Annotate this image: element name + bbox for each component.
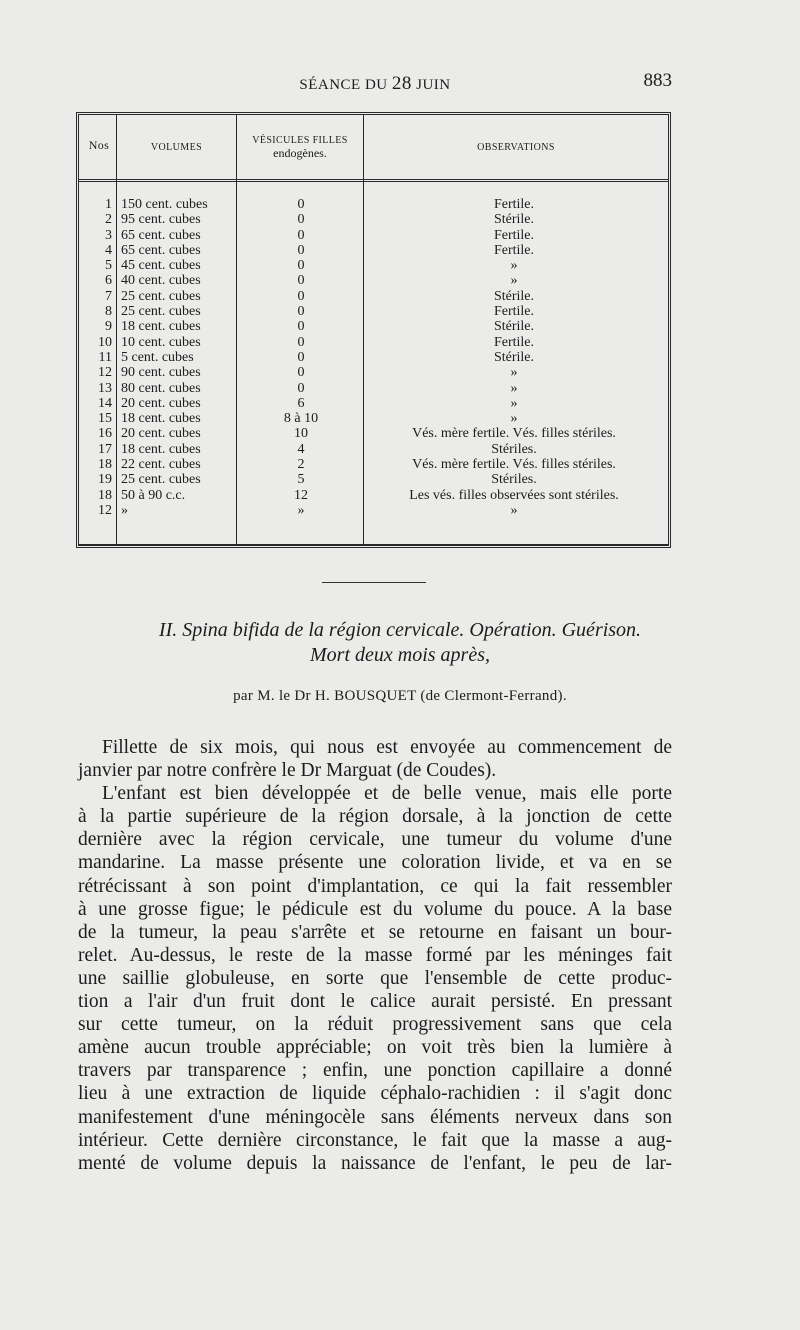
data-table [76,112,671,548]
row-volume: » [121,502,128,518]
row-observation: Stérile. [493,319,535,335]
row-observation: » [510,365,518,381]
row-number: 11 [98,349,112,365]
body-line: Fillette de six mois, qui nous est envoyée au commencement de [102,737,672,758]
row-number: 18 [98,487,112,503]
row-vesicules: 4 [297,441,305,457]
row-number: 19 [98,472,112,488]
row-number: 6 [105,273,112,289]
row-observation: Stériles. [491,472,537,488]
table-row [79,350,668,365]
table-row [79,258,668,273]
row-vesicules: 0 [297,197,305,212]
row-vesicules: » [297,502,305,518]
row-number: 18 [98,457,112,473]
table-row [79,457,668,472]
body-line: à la partie supérieure de la région dorsale, à la jonction de cette [78,806,672,828]
row-vesicules: 0 [297,319,305,335]
row-vesicules: 0 [297,258,305,274]
row-volume: 150 cent. cubes [121,197,208,212]
body-line: manifestement d'une méningocèle sans éléments nerveux dans son [78,1106,672,1128]
table-row [79,442,668,457]
row-vesicules: 2 [297,457,305,473]
row-volume: 5 cent. cubes [121,349,194,365]
body-line: tion a l'air d'un fruit dont le calice aurait persisté. En pressant [78,991,672,1013]
row-vesicules: 0 [297,288,305,304]
row-vesicules: 0 [297,212,305,228]
separator-rule [322,582,426,583]
section-title [70,618,730,668]
row-number: 15 [98,411,112,427]
table-row [79,426,668,441]
row-observation: » [510,273,518,289]
table-row [79,365,668,380]
row-number: 3 [105,227,112,243]
table-row [79,396,668,411]
body-line: amène aucun trouble appréciable; on voit très bien la lumière à [78,1037,672,1059]
body-line: intérieur. Cette dernière circonstance, le fait que la masse a aug- [78,1129,672,1151]
row-observation: Stérile. [493,349,535,365]
body-line: lieu à une extraction de liquide céphalo-rachidien : il s'agit donc [78,1083,672,1105]
row-number: 17 [98,441,112,457]
row-number: 4 [105,242,112,258]
row-number: 12 [98,502,112,518]
row-volume: 65 cent. cubes [121,242,201,258]
body-line: menté de volume depuis la naissance de l'enfant, le peu de lar- [78,1152,672,1174]
row-observation: » [510,395,518,411]
row-observation: » [510,502,518,518]
row-volume: 80 cent. cubes [121,380,201,396]
table-body [79,197,668,518]
table-row [79,381,668,396]
table-row [79,212,668,227]
row-number: 10 [98,334,112,350]
body-line: à une grosse figue; le pédicule est du volume du pouce. A la base [78,898,672,920]
title-pre: SÉANCE DU [299,77,388,93]
table-row [79,289,668,304]
row-volume: 45 cent. cubes [121,258,201,274]
body-text [78,736,672,1175]
row-observation: Vés. mère fertile. Vés. filles stériles. [412,426,616,442]
row-vesicules: 10 [294,426,308,442]
row-volume: 18 cent. cubes [121,411,201,427]
header-divider [79,179,668,182]
row-vesicules: 6 [297,395,305,411]
title-line2-text: Mort deux mois après, [310,644,490,666]
section-title-line2 [70,643,730,668]
row-observation: » [510,411,518,427]
body-line: relet. Au-dessus, le reste de la masse formé par les méninges fait [78,944,672,966]
row-number: 5 [105,258,112,274]
row-volume: 25 cent. cubes [121,288,201,304]
table-row [79,411,668,426]
row-volume: 25 cent. cubes [121,304,201,320]
table-row [79,503,668,518]
row-volume: 10 cent. cubes [121,334,201,350]
header-nos: Nos [88,138,110,152]
header-vesicules-line2: endogènes. [273,146,327,160]
body-line: de la tumeur, la peau s'arrête et se retourne en faisant un bour- [78,921,672,943]
row-number: 7 [105,288,112,304]
table-row [79,304,668,319]
row-vesicules: 0 [297,365,305,381]
body-line: L'enfant est bien développée et de belle venue, mais elle porte [102,783,672,805]
row-observation: Stériles. [491,441,537,457]
body-line: sur cette tumeur, on la réduit progressivement sans que cela [78,1014,672,1036]
row-observation: » [510,258,518,274]
body-line: travers par transparence ; enfin, une ponction capillaire a donné [78,1060,672,1082]
row-number: 1 [105,197,112,212]
row-observation: Fertile. [493,334,535,350]
row-observation: Fertile. [493,242,535,258]
row-vesicules: 8 à 10 [283,411,319,427]
row-volume: 18 cent. cubes [121,319,201,335]
table-row [79,488,668,503]
row-vesicules: 0 [297,273,305,289]
row-number: 9 [105,319,112,335]
title-post: JUIN [416,77,451,93]
body-line: mandarine. La masse présente une coloration livide, et va en se [78,852,672,874]
body-line: dernière avec la région cervicale, une tumeur du volume d'une [78,829,672,851]
table-row [79,228,668,243]
row-vesicules: 12 [294,487,308,503]
body-line: rétrécissant à son point d'implantation, ce qui la fait ressembler [78,875,672,897]
title-line1-text: II. Spina bifida de la région cervicale. Opération. Guérison. [158,619,642,641]
byline: par M. le Dr H. BOUSQUET (de Clermont-Ferrand). [233,688,567,704]
header-vesicules [237,135,363,159]
row-volume: 20 cent. cubes [121,426,201,442]
body-line: une saillie globuleuse, en sorte que l'ensemble de cette produc- [78,967,672,989]
row-vesicules: 0 [297,349,305,365]
row-volume: 20 cent. cubes [121,395,201,411]
table-row [79,243,668,258]
row-observation: Fertile. [493,197,535,212]
row-number: 12 [98,365,112,381]
row-number: 2 [105,212,112,228]
row-observation: Vés. mère fertile. Vés. filles stériles. [412,457,616,473]
row-volume: 95 cent. cubes [121,212,201,228]
header-volumes: VOLUMES [150,142,203,153]
row-volume: 50 à 90 c.c. [121,487,186,503]
body-line: janvier par notre confrère le Dr Marguat (de Coudes). [78,760,497,782]
row-vesicules: 0 [297,227,305,243]
row-observation: Fertile. [493,227,535,243]
row-volume: 65 cent. cubes [121,227,201,243]
row-observation: Fertile. [493,304,535,320]
row-vesicules: 0 [297,380,305,396]
section-title-line1 [70,618,730,643]
row-number: 8 [105,304,112,320]
row-volume: 22 cent. cubes [121,457,201,473]
row-number: 13 [98,380,112,396]
row-vesicules: 0 [297,304,305,320]
table-row [79,197,668,212]
title-day: 28 [391,73,412,94]
row-vesicules: 5 [297,472,305,488]
page-number: 883 [643,70,672,91]
table-row [79,273,668,288]
row-vesicules: 0 [297,334,305,350]
row-volume: 25 cent. cubes [121,472,201,488]
running-header [78,70,672,94]
row-volume: 40 cent. cubes [121,273,201,289]
row-number: 16 [98,426,112,442]
row-observation: Stérile. [493,212,535,228]
header-observations: OBSERVATIONS [477,142,555,153]
row-observation: Stérile. [493,288,535,304]
row-vesicules: 0 [297,242,305,258]
row-volume: 18 cent. cubes [121,441,201,457]
row-volume: 90 cent. cubes [121,365,201,381]
running-title [78,73,672,95]
table-row [79,472,668,487]
row-observation: » [510,380,518,396]
header-vesicules-line1: VÉSICULES FILLES [252,135,348,146]
row-observation: Les vés. filles observées sont stériles. [409,487,619,503]
table-row [79,335,668,350]
row-number: 14 [98,395,112,411]
table-row [79,319,668,334]
